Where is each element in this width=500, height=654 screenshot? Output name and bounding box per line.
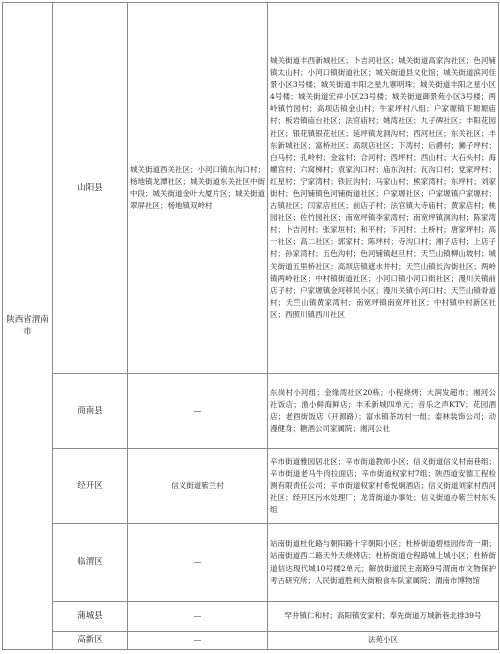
medium-risk-cell: — bbox=[128, 524, 268, 602]
medium-risk-cell: 信义街道紫兰村 bbox=[128, 449, 268, 524]
province-cell: 陕西省渭南市 bbox=[3, 3, 53, 650]
medium-risk-cell: — bbox=[128, 632, 268, 650]
low-risk-cell: 法苑小区 bbox=[268, 632, 499, 650]
table-row bbox=[3, 449, 499, 524]
table-row bbox=[3, 524, 499, 602]
low-risk-cell: 城关街道丰西新城社区；卜吉河社区；城关街道高家沟社区；色河铺镇太山村；小河口镇街道社区；城关街道县文化馆；城关街道滨河佳景小区3号楼；城关街道丰阳之星九寨明珠；城关街道丰阳之星小区4号楼；城关街道宏祥小区23号楼；城关街道御景苑小区3号楼；两岭镇竹园村；高坝店镇金山村；牛家坪村八组；户家塬镇下塬塬庙村；板岩镇庙台社区；法官庙村；姚湾社区；九子碑社区；丰阳花园社区；银花镇银花社区；延坪镇龙洞沟村；西河社区；东关社区；丰东新城社区；富桥社区；高坝店社区；下湾村；后爵村；狮子坪村；白马村；孔岭村；金盆村；合河村；西坪村；西山村；大石头村；海螺宫村；六窝梯村；袁家沟口村；庙东沟村；瓦沟口村；党家坪村；红星村；宁家湾村；铁匠沟村；马家山村；熊家湾村；东坪村；刘家街村；色河铺镇色河铺街道社区；户家塬社区；户家塬镇户家塬村；古镇社区；闫家店社区；前店子村；法官镇大寺庙村；黄家店村；桃园社区；佐竹园社区；南宽坪镇李家湾村；南宽坪镇洞沟村；陈家湾村；卜吉河村；张家垣村；和平村；下河村；土桥村；唐家坪村；高一社区；高二社区；郭家村；陈坪村；寺沟口村；湘子店村；上店子村；孙家湾村；五色沟村；色河铺镇赵旦村；天竺山镇柳山坡村；城关街道五里桥社区；高坝店镇遮水井村；天竺山镇长沟街社区；两岭镇两岭社区；中村镇街道社区；小河口镇小河口街社区；漫川关镇前店子村；户家塬镇金河移民小区；漫川关镇小河口村；天竺山镇骨道村；天竺山镇黄家湾村；南宽坪镇南宽坪社区；中村镇中村新区社区；西照川镇西川社区 bbox=[268, 3, 499, 374]
table-row bbox=[3, 3, 499, 374]
medium-risk-cell: — bbox=[128, 602, 268, 632]
table-row bbox=[3, 602, 499, 632]
low-risk-cell: 东岗村小河组；金缘湾社区20栋；小程烧烤；大润发超市；湘河公社饭店；渔小鲜海鲜店；丰禾新城四单元；音乐之声KTV；花园酒店；老酉街饭店（开源路）；富水镇茶坊村一组；泰林装饰公司；动漫健身；糖酒公司家属院；湘河公社 bbox=[268, 374, 499, 449]
low-risk-cell: 站南街道杜化路与朝阳路十字朝阳小区；杜桥街道碧桂园传奇一期；站南街道西二路天外天烧烤店；杜桥街道仓程路城上城小区；杜桥街道信达现代城10号楼2单元；解放街道民主南路9号渭南市文物保护考古研究所；人民街道胜利大街粮食车队家属院；渭南市博物馆 bbox=[268, 524, 499, 602]
table-row bbox=[3, 632, 499, 650]
county-cell: 山阳县 bbox=[53, 3, 128, 374]
low-risk-cell: 罕井镇仁和村；高阳镇安家村；奉先街道万城新巷北排39号 bbox=[268, 602, 499, 632]
county-cell: 商南县 bbox=[53, 374, 128, 449]
medium-risk-cell: — bbox=[128, 374, 268, 449]
low-risk-cell: 辛市街道雅园居北区；辛市街道教师小区；信义街道信义村南巷组；辛市街道老马牛肉拉面店；辛市街道权家村7组；陕西道安德工程检测有限责任公司；辛市街道权家村希悦炯酒店；信义街道刘家村西河社区；经开区污水处理厂；龙背街道办事处；信义街道办紫兰村东头组 bbox=[268, 449, 499, 524]
county-cell: 高新区 bbox=[53, 632, 128, 650]
county-cell: 经开区 bbox=[53, 449, 128, 524]
risk-area-table bbox=[2, 2, 499, 650]
county-cell: 临渭区 bbox=[53, 524, 128, 602]
county-cell: 蒲城县 bbox=[53, 602, 128, 632]
medium-risk-cell: 城关街道西关社区；小河口镇东沟口村；杨地镇龙潭社区；城关街道东关社区中街中段；城关街道金叶大厦片区；城关街道翠屏社区；杨地镇双岭村 bbox=[128, 3, 268, 374]
table-row bbox=[3, 374, 499, 449]
